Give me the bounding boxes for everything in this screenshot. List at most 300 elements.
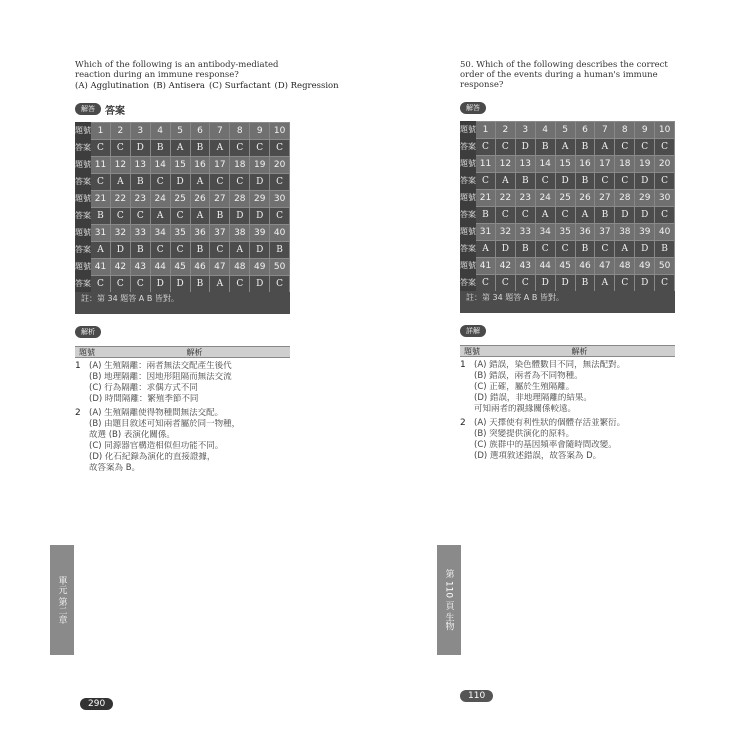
answer-table (460, 121, 675, 313)
question-number-cell: 36 (576, 224, 596, 240)
solution-section-header (460, 321, 675, 341)
answer-cell: A (595, 139, 615, 155)
answer-cell: C (595, 173, 615, 189)
solution-line: (B) 錯誤，兩者為不同物種。 (474, 371, 583, 381)
answer-cell: C (210, 174, 230, 190)
solution-number: 2 (460, 418, 466, 428)
answer-cell: C (655, 207, 675, 223)
question-number-cell: 48 (615, 258, 635, 274)
solution-line: (A) 天擇使有利性狀的個體存活並繁衍。 (474, 418, 626, 428)
question-number-cell: 9 (635, 122, 655, 138)
answer-cell: D (151, 276, 171, 292)
row-label: 題號 (75, 156, 91, 173)
question-number-cell: 8 (615, 122, 635, 138)
answer-cell: A (496, 173, 516, 189)
question-number-cell: 38 (230, 225, 250, 241)
solution-item (75, 361, 290, 405)
question-number-cell: 5 (171, 123, 191, 139)
answer-cell: C (655, 275, 675, 291)
question-number-cell: 31 (476, 224, 496, 240)
answer-cell: C (536, 173, 556, 189)
answer-cell: D (536, 275, 556, 291)
answer-cell: B (151, 140, 171, 156)
question-number-cell: 22 (496, 190, 516, 206)
solution-line: 故答案為 B。 (89, 463, 141, 473)
answer-cell: D (635, 173, 655, 189)
answer-cell: C (111, 140, 131, 156)
question-number-cell: 42 (111, 259, 131, 275)
header-number: 題號 (464, 346, 480, 356)
answer-cell: A (191, 208, 211, 224)
question-number-cell: 25 (556, 190, 576, 206)
question-number-cell: 26 (191, 191, 211, 207)
row-label: 答案 (460, 206, 476, 223)
answer-cell: D (556, 275, 576, 291)
question-number-cell: 25 (171, 191, 191, 207)
answer-cell: C (111, 208, 131, 224)
question-number-cell: 42 (496, 258, 516, 274)
answer-cell: C (615, 173, 635, 189)
answer-cell: C (615, 139, 635, 155)
answer-cell: C (536, 241, 556, 257)
answer-cell: C (230, 140, 250, 156)
question-number-cell: 33 (516, 224, 536, 240)
question-number-cell: 15 (171, 157, 191, 173)
question-number-cell: 11 (476, 156, 496, 172)
answer-cell: D (496, 241, 516, 257)
answer-cell: D (111, 242, 131, 258)
question-number-cell: 49 (635, 258, 655, 274)
question-number-cell: 12 (496, 156, 516, 172)
question-number-cell: 32 (496, 224, 516, 240)
answer-cell: C (230, 276, 250, 292)
question-number-cell: 19 (635, 156, 655, 172)
answer-cell: A (230, 242, 250, 258)
question-number-cell: 23 (516, 190, 536, 206)
question-number-cell: 2 (111, 123, 131, 139)
question-number-cell: 43 (131, 259, 151, 275)
solution-table-header (460, 345, 675, 357)
answer-cell: A (171, 140, 191, 156)
answer-cell: C (151, 242, 171, 258)
question-number-cell: 26 (576, 190, 596, 206)
right-page (460, 60, 675, 462)
answer-cell: C (615, 275, 635, 291)
answer-cell: C (496, 275, 516, 291)
row-label: 答案 (460, 240, 476, 257)
question-number-cell: 7 (210, 123, 230, 139)
solution-line: (D) 化石紀錄為演化的直接證據， (89, 452, 216, 462)
question-number-cell: 40 (655, 224, 675, 240)
left-page (75, 60, 339, 474)
question-number-cell: 13 (131, 157, 151, 173)
answer-cell: D (250, 208, 270, 224)
question-number-cell: 24 (151, 191, 171, 207)
answer-number-row (75, 156, 290, 173)
question-number-cell: 21 (91, 191, 111, 207)
answer-number-row (460, 189, 675, 206)
question-number-cell: 46 (576, 258, 596, 274)
answer-value-row (75, 173, 290, 190)
question-number-cell: 30 (655, 190, 675, 206)
solution-line: (D) 選項敘述錯誤，故答案為 D。 (474, 451, 602, 461)
solution-line: (B) 突變提供演化的原料。 (474, 429, 575, 439)
answer-cell: C (171, 208, 191, 224)
answer-cell: C (516, 275, 536, 291)
question-number-cell: 41 (91, 259, 111, 275)
answer-cell: C (496, 207, 516, 223)
row-label: 題號 (460, 155, 476, 172)
question-line: order of the events during a human's immune (460, 70, 658, 80)
row-label: 題號 (460, 223, 476, 240)
answer-cell: C (270, 276, 290, 292)
answer-title: 答案 (105, 105, 125, 117)
row-label: 答案 (75, 173, 91, 190)
row-label: 題號 (75, 224, 91, 241)
answer-cell: B (91, 208, 111, 224)
solution-line: (B) 由題目敘述可知兩者屬於同一物種， (89, 419, 241, 429)
question-number-cell: 28 (230, 191, 250, 207)
question-number-cell: 46 (191, 259, 211, 275)
question-number-cell: 45 (556, 258, 576, 274)
answer-cell: C (91, 140, 111, 156)
answer-cell: C (250, 140, 270, 156)
answer-table (75, 122, 290, 314)
question-number-cell: 35 (556, 224, 576, 240)
question-number-cell: 39 (250, 225, 270, 241)
solution-number: 1 (75, 361, 81, 371)
row-label: 答案 (75, 241, 91, 258)
question-number-cell: 24 (536, 190, 556, 206)
solution-list (460, 360, 675, 462)
question-line: 50. Which of the following describes the correct (460, 60, 668, 70)
answer-number-row (75, 258, 290, 275)
question-number-cell: 32 (111, 225, 131, 241)
answer-cell: C (210, 242, 230, 258)
question-number-cell: 17 (595, 156, 615, 172)
answer-cell: A (536, 207, 556, 223)
solution-line: (B) 地理隔離：因地形阻隔而無法交流 (89, 372, 232, 382)
answer-cell: C (556, 207, 576, 223)
solution-item (75, 408, 290, 474)
question-number-cell: 10 (270, 123, 290, 139)
header-explain: 解析 (186, 347, 203, 357)
question-number-cell: 6 (576, 122, 596, 138)
question-number-cell: 20 (655, 156, 675, 172)
answer-cell: C (476, 139, 496, 155)
solution-line: 故選 (B) 表演化關係。 (89, 430, 175, 440)
answer-cell: C (556, 241, 576, 257)
answer-cell: D (230, 208, 250, 224)
answer-section-header (460, 98, 675, 118)
answer-number-row (75, 224, 290, 241)
question-number-cell: 49 (250, 259, 270, 275)
question-number-cell: 27 (595, 190, 615, 206)
question-options (75, 81, 339, 91)
answer-cell: B (576, 173, 596, 189)
question-line: Which of the following is an antibody-mediated (75, 60, 279, 70)
answer-cell: A (210, 276, 230, 292)
question-number-cell: 28 (615, 190, 635, 206)
row-label: 答案 (460, 138, 476, 155)
question-number-cell: 22 (111, 191, 131, 207)
answer-cell: C (91, 276, 111, 292)
question-number-cell: 7 (595, 122, 615, 138)
question-number-cell: 16 (576, 156, 596, 172)
question-number-cell: 48 (230, 259, 250, 275)
solution-line: (D) 時間隔離：繁殖季節不同 (89, 394, 199, 404)
header-number: 題號 (79, 347, 95, 357)
question-number-cell: 20 (270, 157, 290, 173)
row-label: 題號 (460, 189, 476, 206)
question-number-cell: 47 (595, 258, 615, 274)
answer-cell: D (635, 207, 655, 223)
question-number-cell: 29 (635, 190, 655, 206)
question-number-cell: 50 (655, 258, 675, 274)
solution-line: 可知兩者的親緣關係較遠。 (474, 404, 577, 414)
answer-cell: A (476, 241, 496, 257)
answer-cell: D (131, 140, 151, 156)
question-number-cell: 9 (250, 123, 270, 139)
question-number-cell: 44 (151, 259, 171, 275)
question-number-cell: 5 (556, 122, 576, 138)
answer-value-row (460, 138, 675, 155)
question-number-cell: 15 (556, 156, 576, 172)
question-number-cell: 44 (536, 258, 556, 274)
solution-line: (A) 生殖隔離使得物種間無法交配。 (89, 408, 224, 418)
solution-number: 1 (460, 360, 466, 370)
solution-line: (C) 正確，屬於生殖隔離。 (474, 382, 575, 392)
answer-cell: A (91, 242, 111, 258)
question-number-cell: 3 (131, 123, 151, 139)
question-number-cell: 1 (476, 122, 496, 138)
option-b: (B) Antisera (153, 81, 205, 91)
answer-cell: B (191, 276, 211, 292)
solution-section-header (75, 322, 290, 342)
answer-cell: B (131, 242, 151, 258)
row-label: 答案 (460, 172, 476, 189)
question-number-cell: 36 (191, 225, 211, 241)
answer-cell: D (250, 276, 270, 292)
answer-cell: C (171, 242, 191, 258)
question-number-cell: 30 (270, 191, 290, 207)
row-label: 題號 (460, 257, 476, 274)
solution-item (460, 360, 675, 415)
answer-value-row (75, 207, 290, 224)
answer-section-header (75, 99, 290, 119)
answer-cell: B (576, 241, 596, 257)
side-tab: 單元 第二章 (50, 545, 74, 655)
question-number-cell: 2 (496, 122, 516, 138)
answer-number-row (460, 155, 675, 172)
row-label: 答案 (75, 139, 91, 156)
answer-number-row (460, 121, 675, 138)
answer-number-row (460, 223, 675, 240)
question-number-cell: 47 (210, 259, 230, 275)
question-number-cell: 29 (250, 191, 270, 207)
solution-line: (A) 錯誤，染色體數目不同，無法配對。 (474, 360, 626, 370)
question-number-cell: 40 (270, 225, 290, 241)
option-c: (C) Surfactant (208, 81, 271, 91)
answer-cell: A (191, 174, 211, 190)
answer-cell: D (635, 275, 655, 291)
answer-cell: B (476, 207, 496, 223)
question-number-cell: 35 (171, 225, 191, 241)
answer-cell: B (191, 140, 211, 156)
question-number-cell: 23 (131, 191, 151, 207)
answer-tag: 解答 (75, 103, 101, 115)
answer-cell: D (171, 174, 191, 190)
answer-cell: C (595, 241, 615, 257)
answer-cell: A (556, 139, 576, 155)
answer-cell: D (171, 276, 191, 292)
question-number-cell: 34 (151, 225, 171, 241)
question-number-cell: 12 (111, 157, 131, 173)
answer-cell: B (595, 207, 615, 223)
question-number-cell: 17 (210, 157, 230, 173)
row-label: 題號 (75, 258, 91, 275)
answer-tag: 解答 (460, 102, 486, 114)
answer-number-row (75, 122, 290, 139)
answer-cell: B (655, 241, 675, 257)
answer-cell: D (250, 174, 270, 190)
answer-cell: D (250, 242, 270, 258)
answer-cell: A (615, 241, 635, 257)
solution-line: (C) 族群中的基因頻率會隨時間改變。 (474, 440, 617, 450)
answer-cell: A (111, 174, 131, 190)
question-number-cell: 37 (595, 224, 615, 240)
question-number-cell: 43 (516, 258, 536, 274)
answer-cell: C (496, 139, 516, 155)
answer-cell: C (476, 275, 496, 291)
answer-cell: D (615, 207, 635, 223)
solution-table-header (75, 346, 290, 358)
answer-value-row (75, 275, 290, 292)
answer-value-row (460, 274, 675, 291)
solution-line: (C) 同源器官構造相似但功能不同。 (89, 441, 224, 451)
question-number-cell: 4 (151, 123, 171, 139)
answer-cell: C (91, 174, 111, 190)
row-label: 答案 (75, 207, 91, 224)
question-number-cell: 31 (91, 225, 111, 241)
question-number-cell: 45 (171, 259, 191, 275)
answer-cell: C (270, 140, 290, 156)
answer-number-row (460, 257, 675, 274)
question-number-cell: 50 (270, 259, 290, 275)
answer-cell: B (576, 275, 596, 291)
answer-cell: A (576, 207, 596, 223)
solution-list (75, 361, 290, 474)
solution-tag: 詳解 (460, 325, 486, 337)
row-label: 答案 (460, 274, 476, 291)
question-number-cell: 41 (476, 258, 496, 274)
answer-cell: C (516, 207, 536, 223)
question-number-cell: 37 (210, 225, 230, 241)
question-number-cell: 21 (476, 190, 496, 206)
answer-cell: B (131, 174, 151, 190)
solution-tag: 解析 (75, 326, 101, 338)
answer-value-row (75, 139, 290, 156)
answer-cell: C (230, 174, 250, 190)
row-label: 題號 (75, 190, 91, 207)
side-tab: 第 110 頁 生物 (437, 545, 461, 655)
answer-cell: B (516, 241, 536, 257)
question-number-cell: 11 (91, 157, 111, 173)
question-number-cell: 39 (635, 224, 655, 240)
answer-cell: D (635, 241, 655, 257)
answer-cell: C (131, 276, 151, 292)
question-number-cell: 8 (230, 123, 250, 139)
question-number-cell: 6 (191, 123, 211, 139)
solution-item (460, 418, 675, 462)
answer-cell: C (270, 174, 290, 190)
question-line: reaction during an immune response? (75, 70, 239, 80)
question-number-cell: 16 (191, 157, 211, 173)
row-label: 答案 (75, 275, 91, 292)
answer-cell: A (210, 140, 230, 156)
question-number-cell: 27 (210, 191, 230, 207)
answer-cell: C (151, 174, 171, 190)
answer-cell: A (151, 208, 171, 224)
question-number-cell: 18 (230, 157, 250, 173)
answer-number-row (75, 190, 290, 207)
answer-cell: B (536, 139, 556, 155)
question-number-cell: 14 (151, 157, 171, 173)
answer-cell: C (131, 208, 151, 224)
answer-cell: A (595, 275, 615, 291)
question-number-cell: 4 (536, 122, 556, 138)
answer-cell: C (635, 139, 655, 155)
answer-cell: D (516, 139, 536, 155)
question-number-cell: 38 (615, 224, 635, 240)
header-explain: 解析 (571, 346, 588, 356)
option-d: (D) Regression (274, 81, 339, 91)
answer-note: 註：第 34 題答 A B 皆對。 (460, 291, 675, 313)
row-label: 題號 (460, 121, 476, 138)
answer-value-row (75, 241, 290, 258)
question-number-cell: 14 (536, 156, 556, 172)
question-number-cell: 19 (250, 157, 270, 173)
answer-cell: B (270, 242, 290, 258)
question-number-cell: 10 (655, 122, 675, 138)
answer-note: 註：第 34 題答 A B 皆對。 (75, 292, 290, 314)
solution-line: (A) 生殖隔離：兩者無法交配產生後代 (89, 361, 232, 371)
page-number: 290 (80, 698, 113, 710)
question-number-cell: 13 (516, 156, 536, 172)
solution-number: 2 (75, 408, 81, 418)
page-number: 110 (460, 690, 493, 702)
question-number-cell: 34 (536, 224, 556, 240)
answer-cell: B (516, 173, 536, 189)
question-number-cell: 3 (516, 122, 536, 138)
answer-value-row (460, 240, 675, 257)
question-number-cell: 33 (131, 225, 151, 241)
question-line: response? (460, 80, 504, 90)
solution-line: (D) 錯誤，非地理隔離的結果。 (474, 393, 592, 403)
row-label: 題號 (75, 122, 91, 139)
answer-cell: B (191, 242, 211, 258)
question-number-cell: 1 (91, 123, 111, 139)
solution-line: (C) 行為隔離：求偶方式不同 (89, 383, 198, 393)
answer-cell: B (210, 208, 230, 224)
answer-value-row (460, 172, 675, 189)
answer-cell: C (270, 208, 290, 224)
answer-cell: B (576, 139, 596, 155)
question-number-cell: 18 (615, 156, 635, 172)
answer-cell: C (655, 173, 675, 189)
answer-value-row (460, 206, 675, 223)
answer-cell: C (111, 276, 131, 292)
